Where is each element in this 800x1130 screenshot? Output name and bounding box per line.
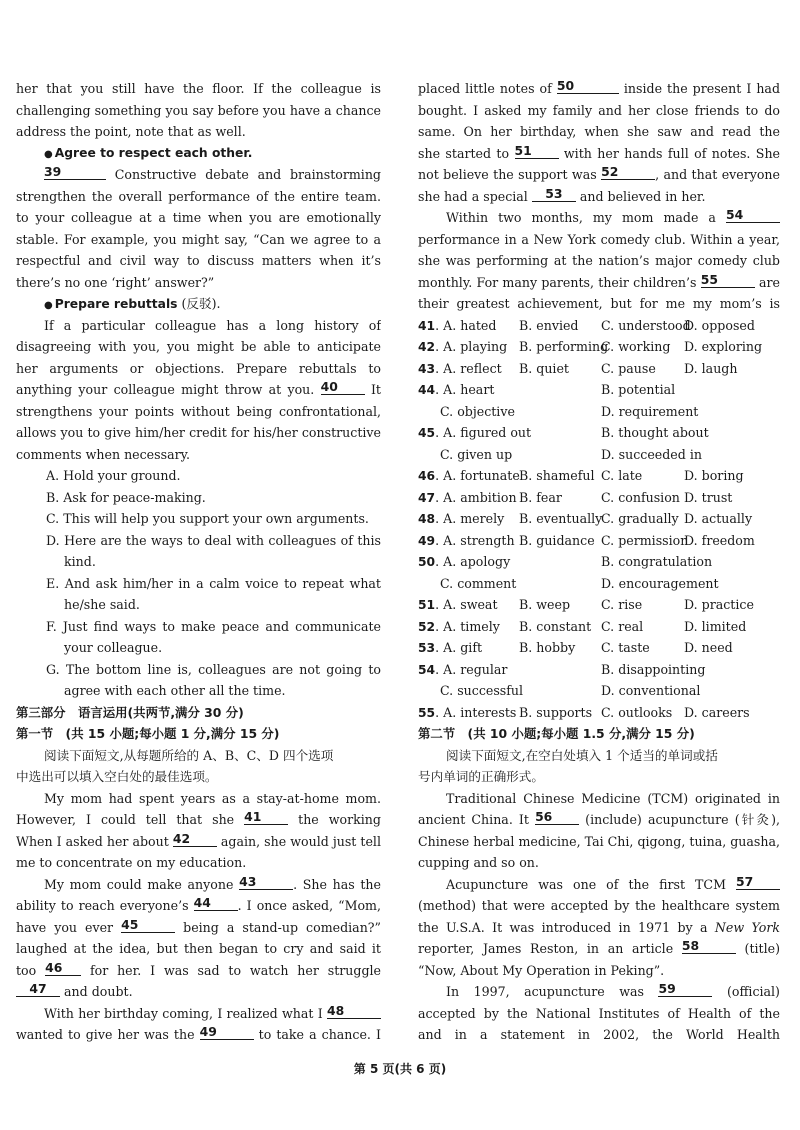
blank-45[interactable]: 45 bbox=[121, 917, 175, 933]
instruction-line: 号内单词的正确形式。 bbox=[418, 769, 544, 784]
text-line: anything your colleague might throw at you. 40 It bbox=[16, 379, 381, 397]
text-line: there’s no one ‘right’ answer?” bbox=[16, 274, 215, 290]
blank-47[interactable]: 47 bbox=[16, 981, 60, 997]
text-line: address the point, note that as well. bbox=[16, 124, 246, 139]
blank-57[interactable]: 57 bbox=[736, 874, 780, 890]
text-line: Traditional Chinese Medicine (TCM) originated in bbox=[446, 790, 780, 806]
question-47: 47. A. ambition B. fear C. confusion D. trust bbox=[418, 489, 733, 505]
text-line: their greatest achievement, but for me my mom’s is bbox=[418, 296, 780, 311]
text-line: Chinese herbal medicine, Tai Chi, qigong, tuina, guasha, bbox=[418, 833, 780, 849]
question-44: 44. A. heart B. potential bbox=[418, 382, 676, 397]
heading-agree: ● Agree to respect each other. bbox=[16, 143, 381, 165]
option-e: E. And ask him/her in a calm voice to repeat what bbox=[46, 575, 381, 591]
text-line: performance in a New York comedy club. Within a year, bbox=[418, 231, 780, 247]
question-46: 46. A. fortunate B. shameful C. late D. boring bbox=[418, 468, 744, 483]
option-f: F. Just find ways to make peace and communicate bbox=[46, 618, 381, 634]
text-line: to your colleague at a time when you are emotionally bbox=[16, 210, 381, 225]
text-line: same. On her birthday, when she saw and read the bbox=[418, 124, 780, 139]
blank-48[interactable]: 48 bbox=[327, 1003, 381, 1019]
blank-58[interactable]: 58 bbox=[682, 938, 736, 954]
text-line: My mom could make anyone 43 . She has the bbox=[44, 873, 381, 892]
question-41: 41. A. hated B. envied C. understood D. opposed bbox=[418, 317, 755, 333]
question-54-cont: C. successful D. conventional bbox=[440, 683, 701, 698]
question-50: 50. A. apology B. congratulation bbox=[418, 554, 713, 569]
blank-43[interactable]: 43 bbox=[239, 874, 293, 890]
text-line: With her birthday coming, I realized what I 48 bbox=[16, 1003, 381, 1025]
question-54: 54. A. regular B. disappointing bbox=[418, 661, 706, 677]
blank-41[interactable]: 41 bbox=[244, 809, 288, 825]
option-e-cont: he/she said. bbox=[64, 597, 140, 612]
text-line: laughed at the idea, but then began to cry and said it bbox=[16, 941, 381, 956]
text-line: My mom had spent years as a stay-at-home mom. bbox=[44, 790, 381, 806]
text-line: 47 and doubt. bbox=[16, 981, 381, 1003]
text-line: she had a special 53 and believed in her. bbox=[418, 185, 706, 204]
text-line: her arguments or objections. Prepare rebuttals to bbox=[16, 360, 381, 376]
option-d: D. Here are the ways to deal with colleagues of this bbox=[46, 532, 381, 548]
text-line: stable. For example, you might say, “Can we agree to a bbox=[16, 231, 381, 247]
text-line: have you ever 45 being a stand-up comedian?” bbox=[16, 916, 381, 935]
text-line: disagreeing with you, you might be able to anticipate bbox=[16, 339, 381, 354]
text-line: cupping and so on. bbox=[418, 855, 539, 870]
text-line: not believe the support was 52 , and that everyone bbox=[418, 164, 780, 182]
text-line: When I asked her about 42 again, she would just tell bbox=[16, 830, 381, 849]
text-line: the U.S.A. It was introduced in 1971 by a New York bbox=[418, 919, 780, 935]
blank-42[interactable]: 42 bbox=[173, 831, 217, 847]
text-line: wanted to give her was the 49 to take a chance. I bbox=[16, 1024, 381, 1042]
question-52: 52. A. timely B. constant C. real D. limited bbox=[418, 618, 747, 634]
text-line: she was performing at the nation’s major comedy club bbox=[418, 253, 780, 268]
text-line: Within two months, my mom made a 54 bbox=[418, 207, 780, 229]
text-line: If a particular colleague has a long history of bbox=[44, 317, 381, 333]
heading-rebuttals: ● Prepare rebuttals (反驳). bbox=[16, 293, 381, 315]
text-line: In 1997, acupuncture was 59 (official) bbox=[446, 981, 780, 999]
option-g-cont: agree with each other all the time. bbox=[64, 683, 286, 698]
text-line: me to concentrate on my education. bbox=[16, 855, 247, 870]
instruction-line: 阅读下面短文,在空白处填入 1 个适当的单词或括 bbox=[446, 747, 718, 763]
option-a: A. Hold your ground. bbox=[46, 468, 181, 483]
question-49: 49. A. strength B. guidance C. permission D. freedom bbox=[418, 532, 755, 548]
section-two-title: 第二节 (共 10 小题;每小题 1.5 分,满分 15 分) bbox=[418, 726, 695, 741]
right-column bbox=[418, 78, 780, 1046]
blank-55[interactable]: 55 bbox=[701, 272, 755, 288]
text-line: respectful and civil way to discuss matters when it’s bbox=[16, 253, 381, 268]
text-line: bought. I asked my family and her close friends to do bbox=[418, 102, 780, 118]
option-f-cont: your colleague. bbox=[64, 640, 163, 655]
option-g: G. The bottom line is, colleagues are not going to bbox=[46, 661, 381, 677]
question-42: 42. A. playing B. performing C. working D. exploring bbox=[418, 339, 763, 354]
question-50-cont: C. comment D. encouragement bbox=[440, 575, 719, 591]
question-43: 43. A. reflect B. quiet C. pause D. laugh bbox=[418, 360, 738, 376]
option-c: C. This will help you support your own arguments. bbox=[46, 511, 369, 526]
question-45-cont: C. given up D. succeeded in bbox=[440, 446, 702, 462]
text-line: reporter, James Reston, in an article 58 (title) bbox=[418, 938, 780, 956]
section-one-title: 第一节 (共 15 小题;每小题 1 分,满分 15 分) bbox=[16, 726, 280, 741]
left-column bbox=[16, 78, 381, 1046]
instruction-line: 阅读下面短文,从每题所给的 A、B、C、D 四个选项 bbox=[44, 747, 334, 763]
blank-54[interactable]: 54 bbox=[726, 207, 780, 223]
text-line: her that you still have the floor. If the colleague is bbox=[16, 81, 381, 96]
question-44-cont: C. objective D. requirement bbox=[440, 403, 699, 419]
text-line: ancient China. It 56 (include) acupuncture (针灸), bbox=[418, 809, 780, 827]
blank-53[interactable]: 53 bbox=[532, 186, 576, 202]
text-line: she started to 51 with her hands full of notes. She bbox=[418, 142, 780, 161]
instruction-line: 中选出可以填入空白处的最佳选项。 bbox=[16, 769, 218, 784]
text-line: “Now, About My Operation in Peking”. bbox=[418, 962, 665, 978]
blank-39[interactable]: 39 bbox=[44, 164, 106, 180]
option-b: B. Ask for peace-making. bbox=[46, 489, 206, 505]
option-d-cont: kind. bbox=[64, 554, 96, 569]
text-line: strengthens your points without being confrontational, bbox=[16, 403, 381, 419]
question-45: 45. A. figured out B. thought about bbox=[418, 425, 709, 440]
blank-50[interactable]: 50 bbox=[557, 78, 619, 94]
blank-51[interactable]: 51 bbox=[515, 143, 559, 159]
question-51: 51. A. sweat B. weep C. rise D. practice bbox=[418, 597, 754, 612]
text-line: accepted by the National Institutes of Health of the bbox=[418, 1005, 780, 1021]
text-line: However, I could tell that she 41 the working bbox=[16, 809, 381, 827]
text-line: monthly. For many parents, their children’s 55 are bbox=[418, 271, 780, 290]
text-line: Acupuncture was one of the first TCM 57 bbox=[418, 874, 780, 896]
question-53: 53. A. gift B. hobby C. taste D. need bbox=[418, 640, 733, 655]
text-line: too 46 for her. I was sad to watch her struggle bbox=[16, 959, 381, 978]
text-line: and in a statement in 2002, the World Health bbox=[418, 1027, 780, 1042]
blank-46[interactable]: 46 bbox=[45, 960, 81, 976]
text-line: comments when necessary. bbox=[16, 446, 191, 462]
text-line: 39 Constructive debate and brainstorming bbox=[44, 164, 381, 182]
blank-40[interactable]: 40 bbox=[321, 379, 365, 395]
text-line: (method) that were accepted by the healthcare system bbox=[418, 898, 780, 913]
part-three-title: 第三部分 语言运用(共两节,满分 30 分) bbox=[16, 704, 244, 720]
blank-56[interactable]: 56 bbox=[535, 809, 579, 825]
question-55: 55. A. interests B. supports C. outlooks D. careers bbox=[418, 704, 750, 720]
text-line: challenging something you say before you have a chance bbox=[16, 102, 381, 118]
blank-49[interactable]: 49 bbox=[200, 1024, 254, 1040]
text-line: strengthen the overall performance of the entire team. bbox=[16, 188, 381, 204]
text-line: ability to reach everyone’s 44 . I once asked, “Mom, bbox=[16, 895, 381, 913]
page-footer: 第 5 页(共 6 页) bbox=[353, 1062, 447, 1076]
question-48: 48. A. merely B. eventually C. gradually D. actually bbox=[418, 511, 753, 526]
blank-44[interactable]: 44 bbox=[194, 895, 238, 911]
text-line: placed little notes of 50 inside the present I had bbox=[418, 78, 780, 96]
text-line: allows you to give him/her credit for his/her constructive bbox=[16, 425, 381, 440]
blank-52[interactable]: 52 bbox=[601, 164, 655, 180]
blank-59[interactable]: 59 bbox=[658, 981, 712, 997]
